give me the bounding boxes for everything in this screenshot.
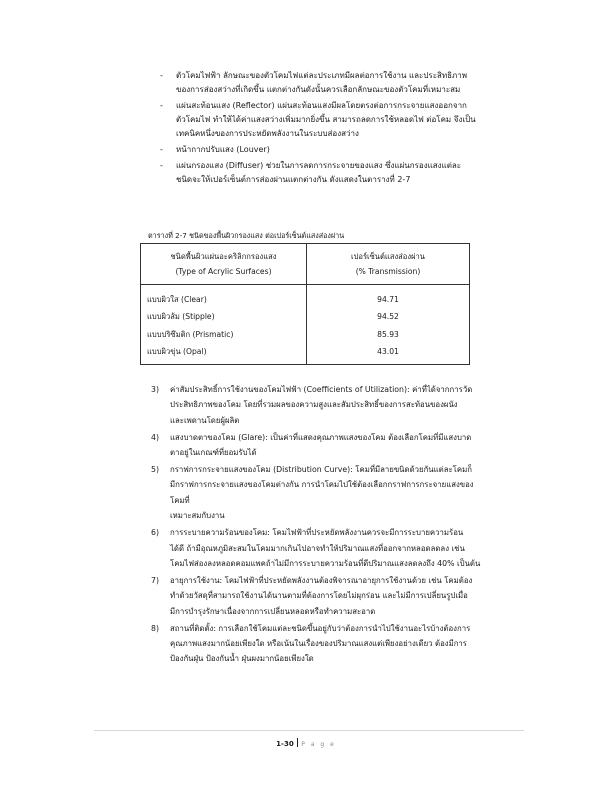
bullet-text-line: แผ่นกรองแสง (Diffuser) ช่วยในการลดการกระจายของแสง ซึ่งแผ่นกรองแสงแต่ละ — [176, 160, 462, 170]
table-cell-type: แบบผิวส้ม (Stipple) — [147, 312, 215, 322]
table-cell-value: 94.52 — [377, 312, 399, 322]
header-text-line: (Type of Acrylic Surfaces) — [175, 267, 272, 276]
bullet-text-line: ตัวโคมไฟ ทำให้ได้ค่าแสงสว่างเพิ่มมากยิ่งขึ้น สามารถลดการใช้หลอดไฟ ต่อโคม จึงเป็น — [176, 115, 476, 125]
table-body-row — [141, 285, 470, 365]
surface-type-cell — [141, 285, 307, 365]
table-cell-value: 94.71 — [377, 295, 399, 304]
item-text-line: ทำด้วยวัสดุที่สามารถใช้งานได้นานตามที่ต้องการโดยไม่ผุกร่อน และไม่มีการเปลี่ยนรูปเมื่อ — [170, 591, 468, 601]
transmission-cell — [307, 285, 470, 365]
item-number: 6) — [151, 528, 160, 538]
table-cell-type: แบบปริซึมติก (Prismatic) — [147, 329, 234, 339]
page-footer — [0, 738, 612, 748]
item-text-line: คุณภาพแสงมากน้อยเพียงใด หรือเน้นในเรื่องของปริมาณแสงแต่เพียงอย่างเดียว ต้องมีการ — [170, 639, 467, 648]
item-text-line: มีกราฟการกระจายแสงของโคมต่างกัน การนำโคมไปใช้ต้องเลือกกราฟการกระจายแสงของโคมที่ — [170, 480, 474, 505]
bullet-list — [160, 69, 480, 189]
table-cell-value: 85.93 — [377, 329, 399, 339]
bullet-text-line: เทคนิคหนึ่งของการประหยัดพลังงานในระบบส่องสว่าง — [176, 129, 359, 139]
table-header-row — [141, 244, 470, 285]
bullet-dash: - — [160, 100, 163, 110]
footer-separator — [297, 738, 299, 747]
item-number: 7) — [151, 575, 160, 585]
table-caption: ตารางที่ 2-7 ชนิดของพื้นผิวกรองแสง ต่อเปอร์เซ็นต์แสงส่องผ่าน — [148, 231, 345, 240]
table-cell-type: แบบผิวใส (Clear) — [147, 295, 207, 304]
numbered-item-glare — [151, 430, 481, 461]
table-cell-value: 43.01 — [377, 346, 399, 356]
item-text-line: อายุการใช้งาน: โคมไฟฟ้าที่ประหยัดพลังงานต้องพิจารณาอายุการใช้งานด้วย เช่น โคมต้อง — [170, 575, 473, 585]
numbered-item-distribution — [151, 462, 481, 524]
item-text-line: ได้ดี ถ้ามีอุณหภูมิสะสมในโคมมากเกินไปอาจทำให้ปริมาณแสงที่ออกจากหลอดลดลง เช่น — [170, 543, 465, 553]
item-text-line: ตาอยู่ในเกณฑ์ที่ยอมรับได้ — [170, 448, 257, 458]
item-number: 4) — [151, 432, 160, 442]
numbered-item-heat — [151, 525, 481, 571]
item-number: 3) — [151, 385, 160, 394]
item-text-line: ค่าสัมประสิทธิ์การใช้งานของโคมไฟฟ้า (Coefficients of Utilization): ค่าที่ได้จากการวัด — [170, 385, 473, 394]
item-text-line: มีการบำรุงรักษาเนื่องจากการเปลี่ยนหลอดหรือทำความสะอาด — [170, 606, 376, 616]
header-text-line: ชนิดพื้นผิวแผ่นอะคริลิกกรองแสง — [170, 252, 277, 261]
header-text-line: เปอร์เซ็นต์แสงส่องผ่าน — [351, 252, 425, 261]
bullet-text-line: แผ่นสะท้อนแสง (Reflector) แผ่นสะท้อนแสงมีผลโดยตรงต่อการกระจายแสงออกจาก — [176, 100, 467, 110]
bullet-item-luminaire — [160, 69, 480, 97]
header-surface-type — [141, 244, 307, 285]
item-text-line: และเพดานโดยผู้ผลิต — [170, 415, 240, 425]
bullet-text-line: หน้ากากปรับแสง (Louver) — [176, 145, 270, 155]
item-number: 8) — [151, 623, 160, 633]
item-text-line: กราฟการกระจายแสงของโคม (Distribution Curve): โคมที่มีลายขนิดด้วยกันแต่ละโคมก็ — [170, 465, 472, 475]
item-text-line: การระบายความร้อนของโคม: โคมไฟฟ้าที่ประหยัดพลังงานควรจะมีการระบายความร้อน — [170, 528, 464, 538]
bullet-item-diffuser — [160, 159, 480, 187]
item-text-line: สถานที่ติดตั้ง: การเลือกใช้โคมแต่ละชนิดขึ้นอยู่กับว่าต้องการนำไปใช้งานอะไรบ้างต้องการ — [170, 623, 471, 633]
bullet-item-louver — [160, 143, 480, 157]
acrylic-transmission-table — [140, 243, 470, 365]
bullet-dash: - — [160, 160, 163, 170]
footer-divider — [94, 730, 524, 731]
numbered-item-location — [151, 621, 481, 667]
page-label: P a g e — [301, 741, 336, 748]
bullet-dash: - — [160, 145, 163, 155]
item-text-line: เหมาะสมกับงาน — [170, 511, 225, 521]
item-text-line: ป้องกันฝุ่น ป้องกันน้ำ ฝุ่นผงมากน้อยเพียงใด — [170, 654, 314, 664]
item-number: 5) — [151, 465, 160, 475]
header-transmission — [307, 244, 470, 285]
numbered-list — [151, 382, 481, 668]
item-text-line: โคมไฟส่องลงหลอดคอมแพคถ้าไม่มีการระบายความร้อนที่ดีปริมาณแสงลดลงถึง 40% เป็นต้น — [170, 558, 481, 568]
table-cell-type: แบบผิวขุ่น (Opal) — [147, 346, 207, 356]
bullet-text-line: ตัวโคมไฟฟ้า ลักษณะของตัวโคมไฟแต่ละประเภทมีผลต่อการใช้งาน และประสิทธิภาพ — [176, 71, 468, 80]
header-text-line: (% Transmission) — [355, 267, 421, 276]
bullet-text-line: ชนิดจะให้เปอร์เซ็นต์การส่องผ่านแตกต่างกัน ดังแสดงในตารางที่ 2-7 — [176, 174, 411, 184]
numbered-item-coefficient — [151, 382, 481, 428]
numbered-item-lifetime — [151, 573, 481, 619]
page-number: 1-30 — [276, 740, 294, 748]
bullet-dash: - — [160, 71, 163, 80]
bullet-item-reflector — [160, 99, 480, 142]
item-text-line: แสงบาดตาของโคม (Glare): เป็นค่าที่แสดงคุณภาพแสงของโคม ต้องเลือกโคมที่มีแสงบาด — [170, 432, 472, 442]
bullet-text-line: ของการส่องสว่างที่เกิดขึ้น แตกต่างกันดังนั้นควรเลือกลักษณะของตัวโคมที่เหมาะสม — [176, 85, 461, 95]
item-text-line: ประสิทธิภาพของโคม โดยที่รวมผลของความสูงและสัมประสิทธิ์ของการสะท้อนของผนัง — [170, 400, 458, 410]
